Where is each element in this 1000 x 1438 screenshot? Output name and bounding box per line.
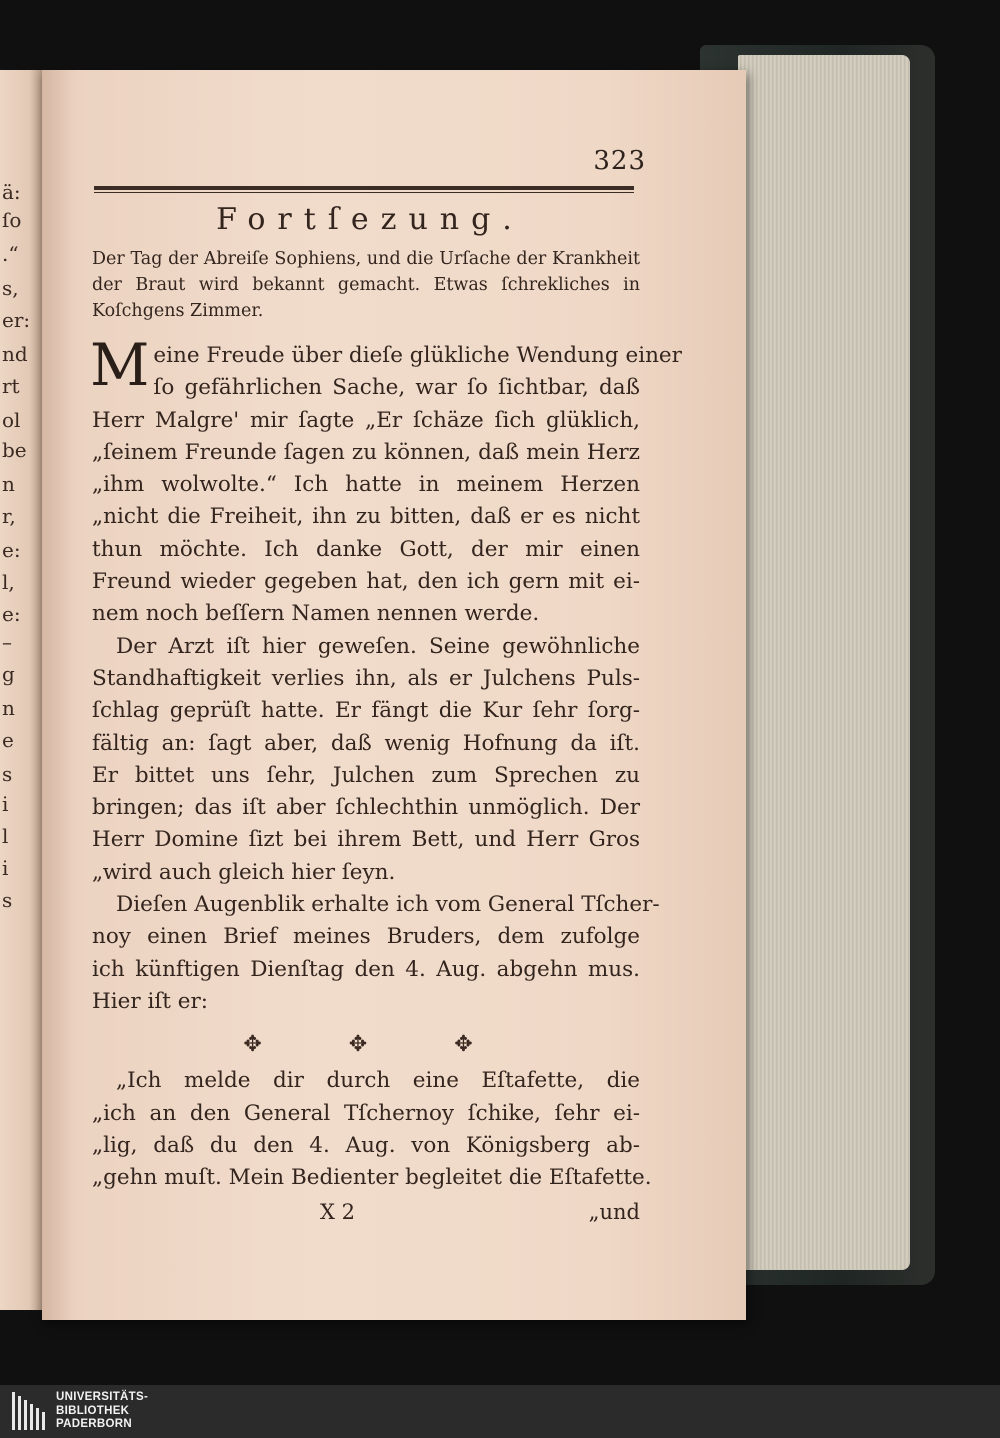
text-line: Standhaftigkeit verlies ihn, als er Julchens Puls- [92,665,640,691]
page-footer [92,1200,640,1232]
library-footer [0,1385,1000,1438]
quoted-letter [92,1065,652,1194]
text-line: ich künftigen Dienſtag den 4. Aug. abgehn mus. [92,956,640,982]
left-page-fragment: be [2,438,27,462]
text-line: Hier iſt er: [92,988,209,1014]
paragraph-3 [92,889,660,1018]
page-number: 323 [593,146,646,176]
book-page [42,70,746,1320]
left-page-fragment: s [2,762,13,786]
left-page-fragment: e: [2,538,21,562]
chapter-summary: Der Tag der Abreiſe Sophiens, und die Urſache der Krankheit der Braut wird bekannt gemacht. Etwas ſchrekliches in Koſchgens Zimmer. [92,249,640,321]
text-line: „wird auch gleich hier ſeyn. [92,859,396,885]
text-line: „Ich melde dir durch eine Eſtafette, die [116,1068,640,1094]
ornament-row: ✥ ✥ ✥ [243,1032,513,1058]
text-line: Herr Domine ſizt bei ihrem Bett, und Herr Gros [92,827,640,853]
signature-mark: X 2 [320,1200,355,1225]
text-line: thun möchte. Ich danke Gott, der mir einen [92,536,640,562]
text-line: Dieſen Augenblik erhalte ich vom General Tſcher- [116,892,660,918]
paragraph-1 [90,331,682,631]
left-page-fragment: i [2,856,9,880]
text-line: fältig an: ſagt aber, daß wenig Hofnung da iſt. [92,730,640,756]
page-edges [738,55,910,1270]
left-page-fragment: s [2,888,13,912]
text-block [90,198,682,1232]
left-page-fragment: rt [2,374,20,398]
left-page-fragment: l [2,824,9,848]
text-line: Er bittet uns ſehr, Julchen zum Sprechen zu [92,762,640,788]
text-line: „gehn muſt. Mein Bedienter begleitet die Eſtafette. [92,1165,652,1191]
text-line: Herr Malgre' mir ſagte „Er ſchäze ſich glüklich, [92,407,640,433]
header-rule [94,186,634,194]
left-page-fragment: l, [2,570,15,594]
text-line: bringen; das iſt aber ſchlechthin unmöglich. Der [92,795,640,821]
text-line: „ihm wolwolte.“ Ich hatte in meinem Herzen [92,472,640,498]
left-page-fragment: .“ [2,242,19,266]
text-line: „ich an den General Tſchernoy ſchike, ſehr ei- [92,1100,640,1126]
text-line: ſchlag geprüſt hatte. Er fängt die Kur ſehr ſorg- [92,698,640,724]
logo-line: UNIVERSITÄTS- [56,1391,149,1403]
paragraph-2 [92,631,640,889]
logo-line: BIBLIOTHEK [56,1404,130,1417]
text-line: Freund wieder gegeben hat, den ich gern mit ei- [92,569,640,595]
left-page-edge [0,70,42,1310]
left-page-fragment: s, [2,276,19,300]
left-page-fragment: i [2,792,9,816]
left-page-fragment: ä: [2,180,21,204]
left-page-fragment: nd [2,342,28,366]
left-page-fragment: – [2,630,12,654]
text-line: ſo gefährlichen Sache, war ſo ſichtbar, daß [153,375,640,401]
left-page-fragment: ſo [2,208,22,232]
left-page-fragment: g [2,662,15,686]
catchword: „und [588,1200,640,1225]
text-line: Der Arzt iſt hier geweſen. Seine gewöhnliche [116,633,640,659]
left-page-fragment: er: [2,308,31,332]
library-logo-text [56,1391,148,1432]
text-line: „ſeinem Freunde ſagen zu können, daß mein Herz [92,439,640,465]
left-page-fragment: n [2,696,15,720]
text-line: nem noch beſſern Namen nennen werde. [92,601,540,627]
left-page-fragment: e [2,728,14,752]
chapter-heading: Fortſezung. [216,202,524,237]
text-line: Meine Freude über dieſe glükliche Wendung einer [90,331,682,399]
text-line: „lig, daß du den 4. Aug. von Königsberg ab- [92,1132,640,1158]
text-line: „nicht die Freiheit, ihn zu bitten, daß er es nicht [92,504,640,530]
logo-line: PADERBORN [56,1418,132,1430]
drop-cap: M [90,331,150,399]
left-page-fragment: e: [2,602,21,626]
left-page-fragment: r, [2,504,16,528]
left-page-fragment: n [2,472,15,496]
left-page-fragment: ol [2,408,21,432]
text-line: noy einen Brief meines Bruders, dem zufolge [92,924,640,950]
library-logo-icon [12,1392,48,1430]
